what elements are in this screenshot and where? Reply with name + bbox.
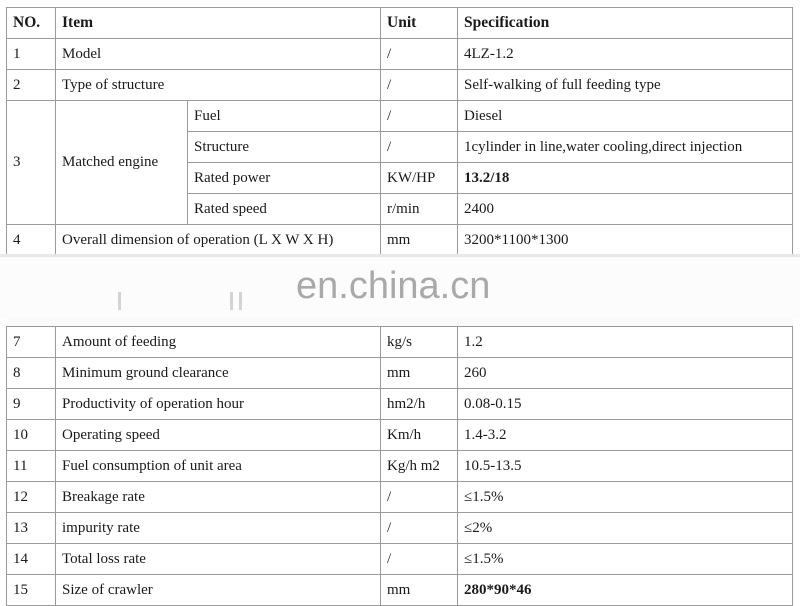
table-row — [7, 420, 793, 451]
row-no: 4 — [7, 225, 56, 256]
sub-item: Fuel — [188, 101, 381, 132]
row-unit: / — [381, 544, 458, 575]
row-unit: KW/HP — [381, 163, 458, 194]
row-unit: / — [381, 482, 458, 513]
row-spec: 4LZ-1.2 — [458, 39, 793, 70]
table-row — [7, 513, 793, 544]
row-item: Size of crawler — [56, 575, 381, 606]
row-item: Fuel consumption of unit area — [56, 451, 381, 482]
table-row — [7, 451, 793, 482]
row-no: 11 — [7, 451, 56, 482]
row-item: Overall dimension of operation (L X W X H) — [56, 225, 381, 256]
table-row — [7, 327, 793, 358]
sub-item: Rated speed — [188, 194, 381, 225]
table-row — [7, 544, 793, 575]
table-row — [7, 482, 793, 513]
row-spec: 280*90*46 — [458, 575, 793, 606]
row-item: Productivity of operation hour — [56, 389, 381, 420]
ghost-mark — [239, 292, 242, 310]
row-unit: / — [381, 513, 458, 544]
row-item: Operating speed — [56, 420, 381, 451]
row-no: 3 — [7, 101, 56, 225]
row-item: Total loss rate — [56, 544, 381, 575]
row-unit: / — [381, 70, 458, 101]
row-spec: 0.08-0.15 — [458, 389, 793, 420]
table-row — [7, 39, 793, 70]
ghost-mark — [118, 292, 121, 310]
watermark-text: en.china.cn — [296, 265, 491, 307]
row-item: Amount of feeding — [56, 327, 381, 358]
table-row — [7, 389, 793, 420]
row-no: 15 — [7, 575, 56, 606]
row-no: 14 — [7, 544, 56, 575]
sub-item: Rated power — [188, 163, 381, 194]
row-item: Minimum ground clearance — [56, 358, 381, 389]
row-unit: / — [381, 39, 458, 70]
row-no: 8 — [7, 358, 56, 389]
row-spec: 1cylinder in line,water cooling,direct injection — [458, 132, 793, 163]
row-item: Model — [56, 39, 381, 70]
table-row — [7, 358, 793, 389]
row-unit: / — [381, 101, 458, 132]
row-spec: ≤2% — [458, 513, 793, 544]
header-no: NO. — [7, 8, 56, 39]
row-spec: 2400 — [458, 194, 793, 225]
table-row — [7, 575, 793, 606]
table-row — [7, 101, 793, 132]
row-unit: mm — [381, 225, 458, 256]
row-no: 12 — [7, 482, 56, 513]
row-no: 13 — [7, 513, 56, 544]
row-no: 10 — [7, 420, 56, 451]
row-spec: 1.2 — [458, 327, 793, 358]
row-unit: r/min — [381, 194, 458, 225]
row-no: 9 — [7, 389, 56, 420]
row-spec: 260 — [458, 358, 793, 389]
row-item: impurity rate — [56, 513, 381, 544]
header-item: Item — [56, 8, 381, 39]
row-spec: Diesel — [458, 101, 793, 132]
header-spec: Specification — [458, 8, 793, 39]
header-unit: Unit — [381, 8, 458, 39]
row-item: Matched engine — [56, 101, 188, 225]
row-no: 2 — [7, 70, 56, 101]
row-no: 1 — [7, 39, 56, 70]
sub-item: Structure — [188, 132, 381, 163]
row-item: Breakage rate — [56, 482, 381, 513]
row-unit: mm — [381, 358, 458, 389]
watermark-band-edge — [0, 254, 800, 257]
table-row — [7, 225, 793, 256]
row-spec: ≤1.5% — [458, 544, 793, 575]
row-spec: ≤1.5% — [458, 482, 793, 513]
row-spec: 13.2/18 — [458, 163, 793, 194]
row-unit: hm2/h — [381, 389, 458, 420]
header-row — [7, 8, 793, 39]
row-unit: Km/h — [381, 420, 458, 451]
row-unit: mm — [381, 575, 458, 606]
row-spec: 1.4-3.2 — [458, 420, 793, 451]
row-unit: Kg/h m2 — [381, 451, 458, 482]
ghost-mark — [230, 292, 233, 310]
row-unit: kg/s — [381, 327, 458, 358]
row-spec: 3200*1100*1300 — [458, 225, 793, 256]
row-item: Type of structure — [56, 70, 381, 101]
table-row — [7, 70, 793, 101]
row-no: 7 — [7, 327, 56, 358]
row-unit: / — [381, 132, 458, 163]
row-spec: 10.5-13.5 — [458, 451, 793, 482]
row-spec: Self-walking of full feeding type — [458, 70, 793, 101]
